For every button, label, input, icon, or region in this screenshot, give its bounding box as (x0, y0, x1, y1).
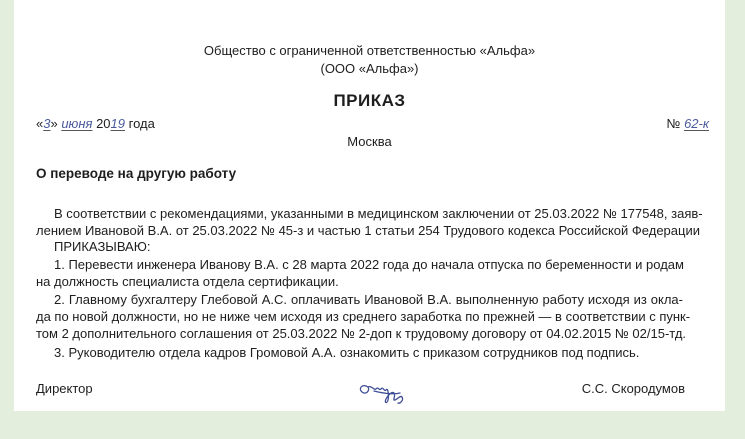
order-word: ПРИКАЗЫВАЮ: (54, 239, 151, 254)
date-month: июня (61, 116, 93, 131)
date-year-prefix: 20 (96, 116, 111, 131)
body-line-1: В соответствии с рекомендациями, указанными в медицинском заключении от 25.03.2022 № 177548, заяв- (54, 206, 703, 221)
date-quote-open: « (36, 116, 44, 131)
order-number (666, 115, 709, 132)
date-day: 3 (43, 116, 51, 131)
date-year-word: года (128, 116, 155, 131)
document-title: ПРИКАЗ (333, 91, 406, 110)
signature-position: Директор (36, 381, 93, 396)
number-value: 62-к (684, 116, 709, 131)
item-3-line-1: 3. Руководителю отдела кадров Громовой А.А. ознакомить с приказом сотрудников под подпись. (54, 345, 640, 360)
city: Москва (347, 134, 392, 149)
handwritten-signature-icon (354, 373, 414, 409)
date-quote-close: » (50, 116, 58, 131)
order-date (36, 115, 155, 132)
document-page (14, 0, 725, 411)
item-1-line-1: 1. Перевести инженера Иванову В.А. с 28 марта 2022 года до начала отпуска по беременности и родам (54, 257, 684, 272)
item-2-line-1: 2. Главному бухгалтеру Глебовой А.С. оплачивать Ивановой В.А. выполненную работу исходя из окла- (54, 292, 683, 307)
order-subject: О переводе на другую работу (36, 166, 237, 181)
item-1-line-2: на должность специалиста отдела сертификации. (36, 274, 339, 289)
item-2-line-2: да по новой должности, но не ниже чем исходя из среднего заработка по прежней — в соответствии с пунк- (36, 309, 691, 324)
org-short-name: (ООО «Альфа») (320, 61, 419, 76)
signature-name: С.С. Скородумов (581, 381, 685, 396)
date-year-suffix: 19 (110, 116, 125, 131)
org-full-name: Общество с ограниченной ответственностью «Альфа» (203, 43, 536, 58)
body-line-2: лением Ивановой В.А. от 25.03.2022 № 45-з и частью 1 статьи 254 Трудового кодекса Российской Федерации (36, 223, 700, 238)
item-2-line-3: том 2 дополнительного соглашения от 25.03.2022 № 2-доп к трудовому договору от 04.02.2015 № 02/15-тд. (36, 326, 687, 341)
number-sign: № (666, 116, 681, 131)
